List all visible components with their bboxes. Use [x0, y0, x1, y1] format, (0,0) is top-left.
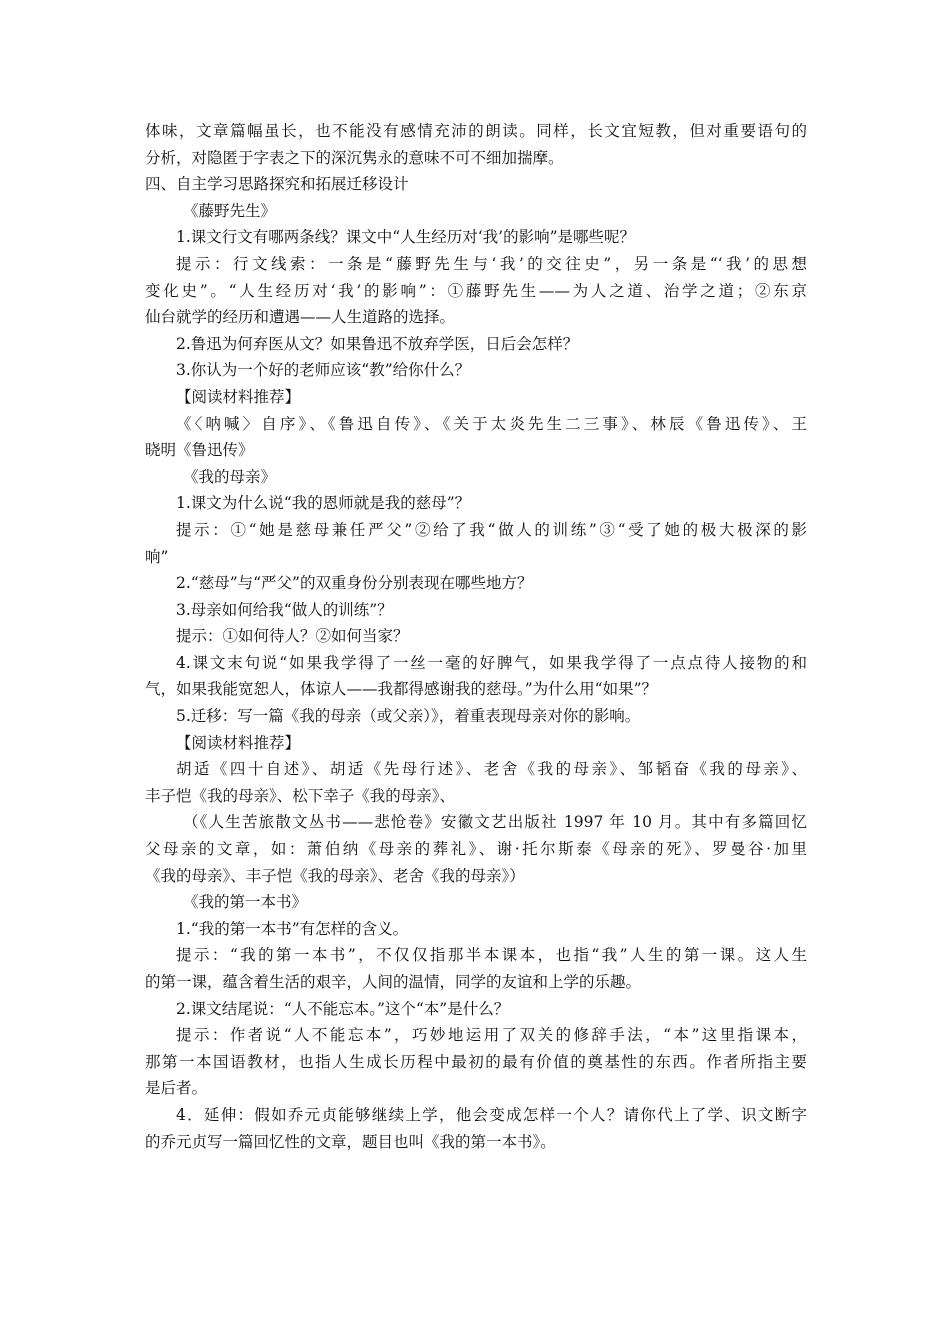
- question-line: 1.课文行文有哪两条线？课文中“人生经历对‘我’的影响”是哪些呢？: [176, 228, 635, 247]
- lesson-title: 《我的母亲》: [183, 467, 277, 486]
- reading-recommendation-heading: 【阅读材料推荐】: [176, 387, 301, 406]
- hint-line: 提示：①“她是慈母兼任严父”②给了我“做人的训练”③“受了她的极大极深的影: [176, 520, 807, 539]
- lesson-title: 《藤野先生》: [183, 201, 277, 220]
- text-line: 响”: [145, 547, 169, 566]
- hint-line: 提示：作者说“人不能忘本”，巧妙地运用了双关的修辞手法，“本”这里指课本，: [176, 1026, 807, 1045]
- text-line: 《〈呐喊〉自序》、《鲁迅自传》、《关于太炎先生二三事》、林辰《鲁迅传》、王: [176, 414, 807, 433]
- question-line: 2.鲁迅为何弃医从文？如果鲁迅不放弃学医，日后会怎样？: [176, 334, 579, 353]
- text-line: 气，如果我能宽恕人，体谅人——我都得感谢我的慈母。”为什么用“如果”？: [145, 680, 658, 699]
- text-line: （《人生苦旅散文丛书——悲怆卷》安徽文艺出版社 1997 年 10 月。其中有多篇回忆: [183, 813, 807, 832]
- text-line: 的乔元贞写一篇回忆性的文章，题目也叫《我的第一本书》。: [145, 1132, 556, 1151]
- question-line: 5.迁移：写一篇《我的母亲（或父亲）》，着重表现母亲对你的影响。: [176, 707, 641, 726]
- hint-line: 提示：行文线索：一条是“藤野先生与‘我’的交往史”，另一条是“‘我’的思想: [176, 254, 807, 273]
- text-line: 父母亲的文章，如：萧伯纳《母亲的葬礼》、谢·托尔斯泰《母亲的死》、罗曼谷·加里: [145, 840, 807, 859]
- question-line: 3.母亲如何给我“做人的训练”？: [176, 600, 393, 619]
- question-line: 1.“我的第一本书”有怎样的含义。: [176, 919, 409, 938]
- text-line: 《我的母亲》、丰子恺《我的母亲》、老舍《我的母亲》）: [145, 866, 525, 885]
- text-line: 胡适《四十自述》、胡适《先母行述》、老舍《我的母亲》、邹韬奋《我的母亲》、: [176, 760, 807, 779]
- text-line: 是后者。: [145, 1079, 208, 1098]
- text-line: 分析，对隐匿于字表之下的深沉隽永的意味不可不细加揣摩。: [145, 148, 564, 167]
- reading-recommendation-heading: 【阅读材料推荐】: [176, 733, 301, 752]
- question-line: 1.课文为什么说“我的恩师就是我的慈母”？: [176, 494, 471, 513]
- document-body: [145, 118, 807, 1155]
- section-heading: 四、自主学习思路探究和拓展迁移设计: [145, 175, 409, 194]
- text-line: 变化史”。“人生经历对‘我’的影响”：①藤野先生——为人之道、治学之道；②东京: [145, 281, 807, 300]
- text-line: 体味，文章篇幅虽长，也不能没有感情充沛的朗读。同样，长文宜短教，但对重要语句的: [145, 122, 807, 140]
- question-line: 2.“慈母”与“严父”的双重身份分别表现在哪些地方？: [176, 574, 533, 593]
- question-line: 2.课文结尾说：“人不能忘本。”这个“本”是什么？: [176, 999, 510, 1018]
- hint-line: 提示：①如何待人？②如何当家？: [176, 627, 409, 646]
- text-line: 丰子恺《我的母亲》、松下幸子《我的母亲》、: [145, 786, 456, 805]
- question-line: 4．延伸：假如乔元贞能够继续上学，他会变成怎样一个人？请你代上了学、识文断字: [176, 1105, 807, 1124]
- question-line: 4.课文末句说“如果我学得了一丝一毫的好脾气，如果我学得了一点点待人接物的和: [176, 653, 807, 672]
- text-line: 那第一本国语教材，也指人生成长历程中最初的最有价值的奠基性的东西。作者所指主要: [145, 1052, 807, 1071]
- lesson-title: 《我的第一本书》: [183, 893, 308, 912]
- hint-line: 提示：“我的第一本书”，不仅仅指那半本课本，也指“我”人生的第一课。这人生: [176, 946, 807, 965]
- text-line: 仙台就学的经历和遭遇——人生道路的选择。: [145, 308, 456, 327]
- question-line: 3.你认为一个好的老师应该“教”给你什么？: [176, 361, 471, 380]
- text-line: 的第一课，蕴含着生活的艰辛，人间的温情，同学的友谊和上学的乐趣。: [145, 973, 642, 991]
- text-line: 晓明《鲁迅传》: [145, 441, 254, 460]
